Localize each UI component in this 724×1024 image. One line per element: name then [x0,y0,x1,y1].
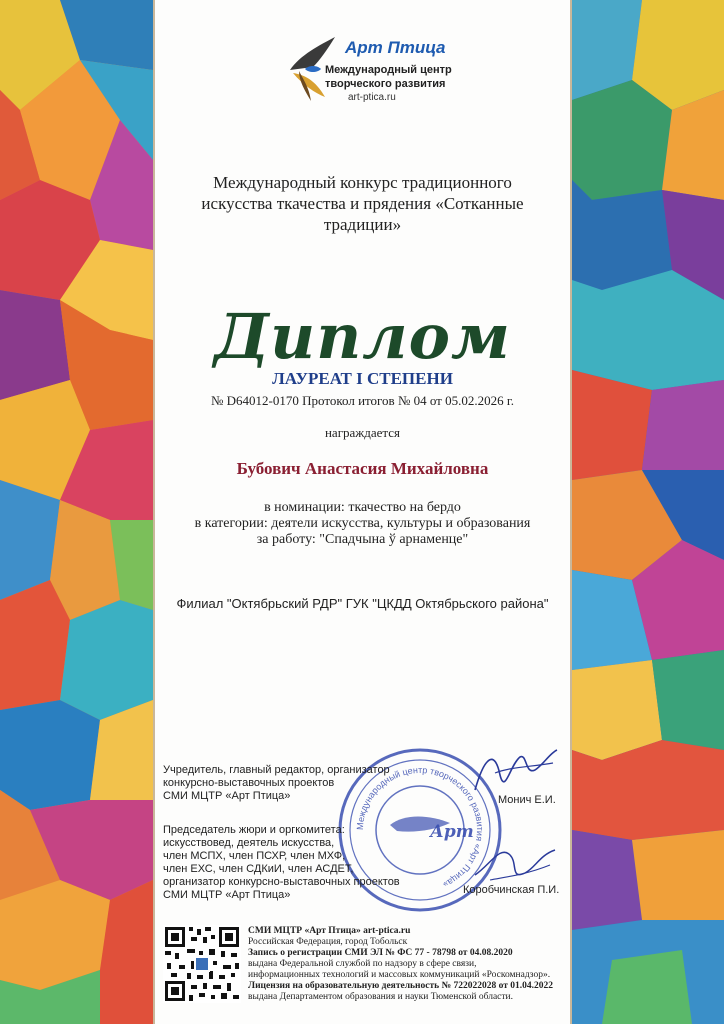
protocol-number: № D64012-0170 Протокол итогов № 04 от 05.02.2026 г. [211,393,514,408]
chair-signature [470,835,560,890]
logo-title: Арт Птица [345,38,446,57]
work-title: за работу: "Спадчына ў арнаменце" [256,532,469,547]
chair-line-1: Председатель жюри и оргкомитета: [163,824,345,836]
recipient-name: Бубович Анастасия Михайловна [236,459,489,478]
footer-line-2: Российская Федерация, город Тобольск [248,937,408,947]
chair-line-6: СМИ МЦТР «Арт Птица» [163,889,291,901]
chair-line-3: член МСПХ, член ПСХР, член МХФ, [163,850,346,862]
right-border-line [570,0,572,1024]
footer-line-1: СМИ МЦТР «Арт Птица» art-ptica.ru [248,926,411,936]
category: в категории: деятели искусства, культуры и образования [194,516,531,531]
founder-title [163,764,390,803]
founder-line-2: конкурсно-выставочных проектов [163,777,335,789]
founder-name: Монич Е.И. [498,794,556,806]
contest-title-line-2: искусства ткачества и прядения «Сотканные [201,194,524,213]
right-mosaic-border [572,0,724,1024]
contest-title [165,172,560,235]
left-mosaic-border [0,0,153,1024]
founder-line-3: СМИ МЦТР «Арт Птица» [163,790,291,802]
qr-code [163,925,241,1003]
logo-url: art-ptica.ru [348,92,396,103]
awarded-label: награждается [324,425,401,440]
nomination: в номинации: ткачество на бердо [264,500,461,515]
chair-name: Коробчинская П.И. [463,884,560,896]
chair-title [163,824,400,902]
contest-title-line-3: традиции» [323,215,402,234]
founder-line-1: Учредитель, главный редактор, организатор [163,764,390,776]
chair-line-4: член ЕХС, член СДКиИ, член АСДЕТ, [163,863,354,875]
footer-line-5: информационных технологий и массовых коммуникаций «Роскомнадзор». [248,970,551,980]
footer-line-6: Лицензия на образовательную деятельность № 722022028 от 01.04.2022 [248,981,554,991]
stamp-ring-text: Международный центр творческого развития «Арт Птица» [354,764,486,890]
footer-line-3: Запись о регистрации СМИ ЭЛ № ФС 77 - 78798 от 04.08.2020 [248,948,513,958]
organization: Филиал "Октябрьский РДР" ГУК "ЦКДД Октябрьского района" [176,596,549,611]
chair-line-5: организатор конкурсно-выставочных проектов [163,876,400,888]
founder-signature [465,745,560,800]
footer-line-7: выдана Департаментом образования и науки Тюменской области. [248,992,514,1002]
stamp-center-text: Арт [430,822,474,842]
chair-line-2: искусствовед, деятель искусства, [163,837,335,849]
contest-title-line-1: Международный конкурс традиционного [213,173,512,192]
footer-line-4: выдана Федеральной службой по надзору в сфере связи, [248,959,477,969]
logo-subtitle-1: Международный центр [325,64,452,76]
degree-label: ЛАУРЕАТ I СТЕПЕНИ [272,369,453,388]
diploma-title: Диплом [214,300,511,373]
logo-subtitle-2: творческого развития [325,78,446,90]
logo [285,30,455,110]
